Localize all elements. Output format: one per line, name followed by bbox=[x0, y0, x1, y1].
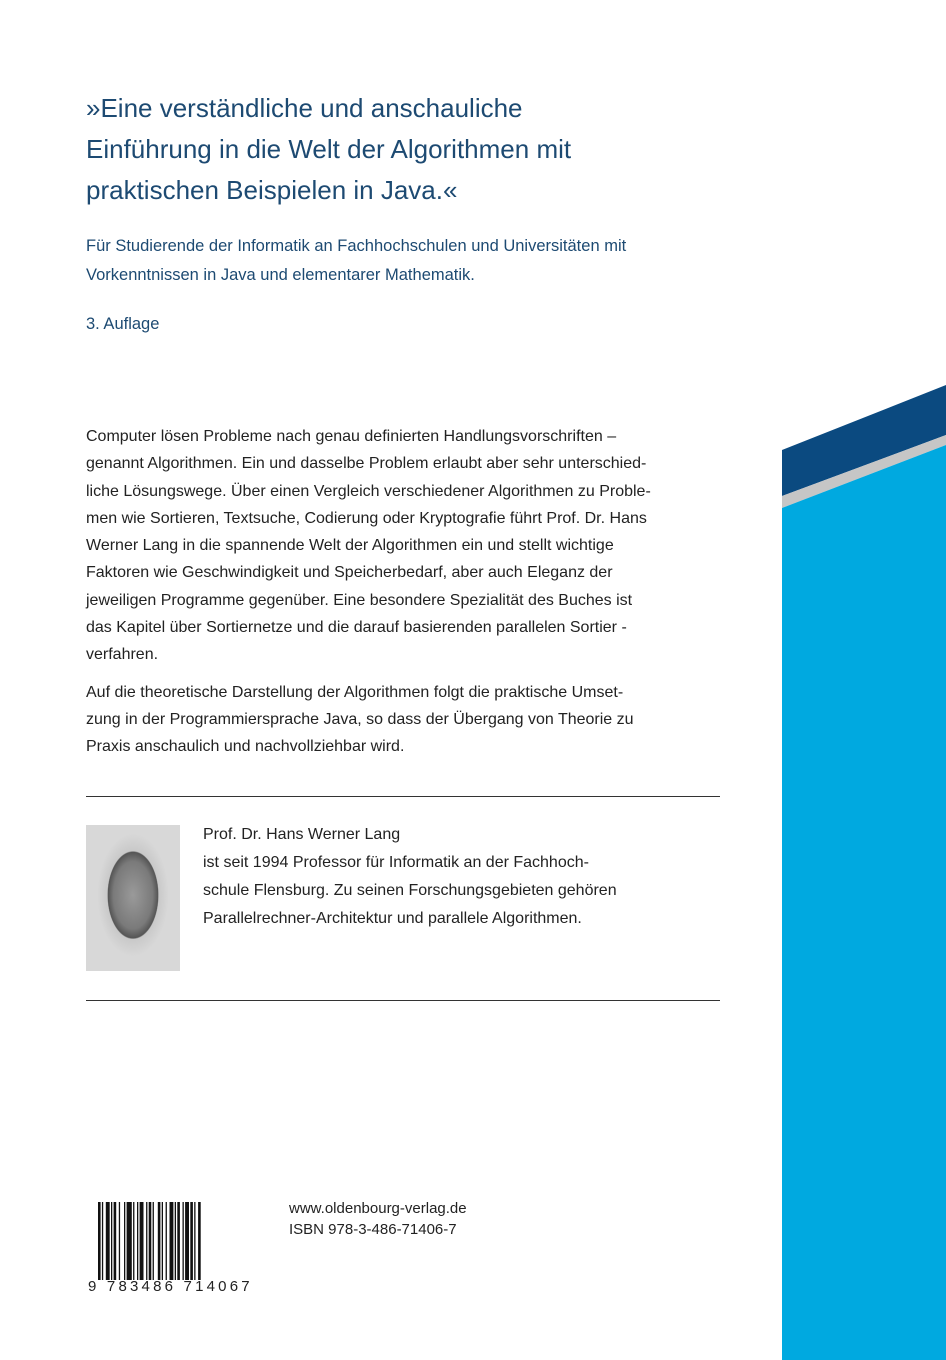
barcode-bar bbox=[119, 1202, 120, 1280]
barcode-bar bbox=[158, 1202, 161, 1280]
audience-line: Für Studierende der Informatik an Fachhochschulen und Universitäten mit bbox=[86, 237, 627, 255]
barcode-bar bbox=[124, 1202, 125, 1280]
barcode-bar bbox=[166, 1202, 167, 1280]
bio-line: schule Flensburg. Zu seinen Forschungsgebieten gehören bbox=[203, 882, 617, 899]
publisher-url[interactable]: www.oldenbourg-verlag.de bbox=[289, 1200, 467, 1217]
bio-line: ist seit 1994 Professor für Informatik an der Fachhoch- bbox=[203, 854, 589, 871]
barcode-digits: 9 783486 714067 bbox=[88, 1278, 253, 1295]
author-name: Prof. Dr. Hans Werner Lang bbox=[203, 826, 401, 843]
barcode-bar bbox=[190, 1202, 193, 1280]
barcode-bar bbox=[162, 1202, 163, 1280]
barcode-bar bbox=[170, 1202, 174, 1280]
barcode-bar bbox=[183, 1202, 184, 1280]
barcode-bar bbox=[149, 1202, 152, 1280]
divider bbox=[86, 796, 720, 797]
barcode-bar bbox=[127, 1202, 132, 1280]
target-audience bbox=[86, 232, 746, 290]
barcode bbox=[98, 1202, 238, 1280]
barcode-bar bbox=[106, 1202, 110, 1280]
barcode-bar bbox=[102, 1202, 103, 1280]
barcode-bar bbox=[175, 1202, 176, 1280]
audience-line: Vorkenntnissen in Java und elementarer Mathematik. bbox=[86, 266, 475, 284]
barcode-bar bbox=[114, 1202, 117, 1280]
barcode-bar bbox=[177, 1202, 180, 1280]
barcode-bar bbox=[194, 1202, 195, 1280]
paragraph: Auf die theoretische Darstellung der Algorithmen folgt die praktische Umset- zung in der Programmiersprache Java, so dass der Übergang von Theorie zu Praxis anschaulich und nachvollziehbar wird. bbox=[86, 683, 634, 756]
author-photo bbox=[86, 825, 180, 971]
barcode-bar bbox=[198, 1202, 201, 1280]
barcode-bar bbox=[153, 1202, 154, 1280]
description bbox=[86, 423, 746, 771]
barcode-bar bbox=[146, 1202, 147, 1280]
divider bbox=[86, 1000, 720, 1001]
barcode-bar bbox=[140, 1202, 144, 1280]
edition: 3. Auflage bbox=[86, 315, 160, 333]
barcode-bar bbox=[133, 1202, 134, 1280]
quote-line: praktischen Beispielen in Java.« bbox=[86, 175, 458, 205]
publisher-info bbox=[289, 1198, 467, 1240]
barcode-bar bbox=[137, 1202, 138, 1280]
barcode-bar bbox=[98, 1202, 101, 1280]
bio-line: Parallelrechner-Architektur und parallele Algorithmen. bbox=[203, 910, 582, 927]
cover-quote bbox=[86, 88, 766, 211]
author-bio bbox=[203, 821, 743, 933]
paragraph: Computer lösen Probleme nach genau definierten Handlungsvorschriften – genannt Algorithmen. Ein und dasselbe Problem erlaubt aber sehr unterschied- liche Lösungswege. Über einen Vergleich verschiedener Algorithmen zu Proble- men wie Sortieren, Textsuche, Codierung oder Kryptografie führt Prof. Dr. Hans Werner Lang in die spannende Welt der Algorithmen ein und stellt wichtige Faktoren wie Geschwindigkeit und Speicherbedarf, aber auch Eleganz der jeweiligen Programme gegenüber. Eine besondere Spezialität des Buches ist das Kapitel über Sortiernetze und die darauf basierenden parallelen Sortier - verfahren. bbox=[86, 428, 651, 664]
barcode-bar bbox=[111, 1202, 112, 1280]
barcode-bar bbox=[185, 1202, 189, 1280]
isbn: ISBN 978-3-486-71406-7 bbox=[289, 1221, 457, 1238]
quote-line: »Eine verständliche und anschauliche bbox=[86, 93, 523, 123]
quote-line: Einführung in die Welt der Algorithmen mit bbox=[86, 134, 572, 164]
